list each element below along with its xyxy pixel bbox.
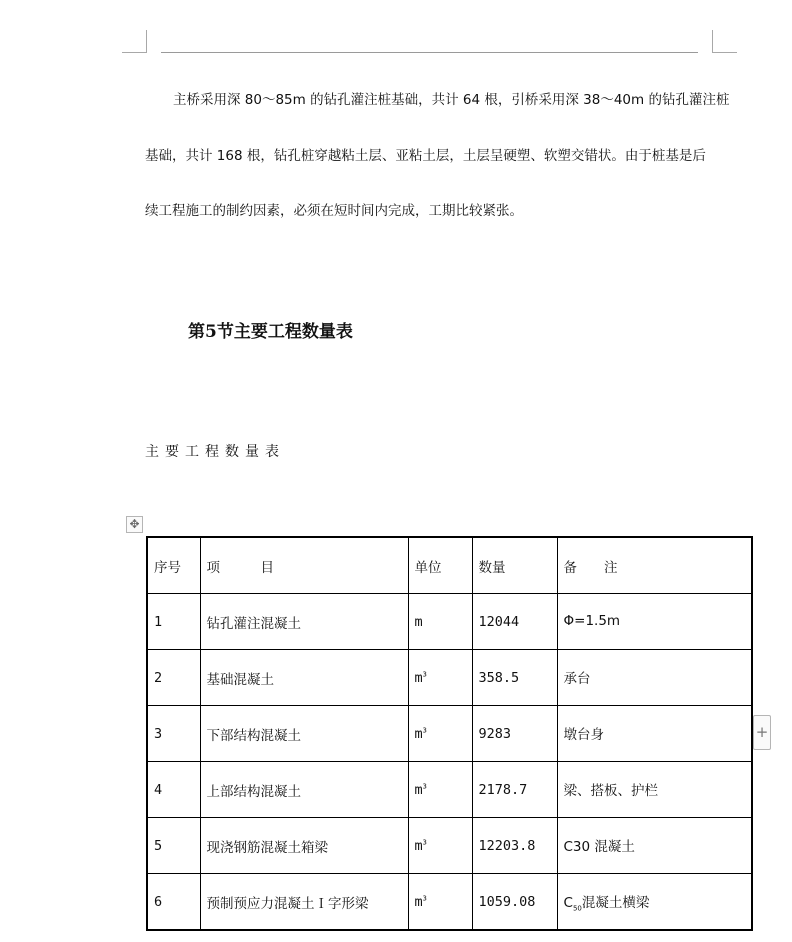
cell-unit: $m^3$ xyxy=(408,818,472,874)
cell-no: 2 xyxy=(147,650,200,706)
section-title: 第5节主要工程数量表 xyxy=(188,322,353,342)
cell-item: 预制预应力混凝土Ｉ字形梁 xyxy=(200,874,408,931)
cell-note: 梁、搭板、护栏 xyxy=(557,762,752,818)
crop-mark-right xyxy=(712,30,737,53)
cell-item: 现浇钢筋混凝土箱梁 xyxy=(200,818,408,874)
table-row xyxy=(147,650,752,706)
cell-note: Φ=1.5m xyxy=(557,594,752,650)
table-row xyxy=(147,594,752,650)
header-qty: 数量 xyxy=(472,537,557,594)
header-no: 序号 xyxy=(147,537,200,594)
table-row xyxy=(147,818,752,874)
cell-note: $C_{50}$混凝土横梁 xyxy=(557,874,752,931)
cell-unit: $m^3$ xyxy=(408,650,472,706)
cell-unit: m xyxy=(408,594,472,650)
header-unit: 单位 xyxy=(408,537,472,594)
crop-mark-left xyxy=(122,30,147,53)
cell-no: 3 xyxy=(147,706,200,762)
body-paragraph-line-3: 续工程施工的制约因素，必须在短时间内完成，工期比较紧张。 xyxy=(145,203,523,219)
cell-no: 5 xyxy=(147,818,200,874)
cell-item: 下部结构混凝土 xyxy=(200,706,408,762)
cell-note: C30 混凝土 xyxy=(557,818,752,874)
table-row xyxy=(147,762,752,818)
cell-qty: 1059.08 xyxy=(472,874,557,931)
cell-item: 钻孔灌注混凝土 xyxy=(200,594,408,650)
cell-qty: 358.5 xyxy=(472,650,557,706)
cell-item: 上部结构混凝土 xyxy=(200,762,408,818)
table-header-row xyxy=(147,537,752,594)
body-paragraph-line-1: 主桥采用深 80～85m 的钻孔灌注桩基础，共计 64 根，引桥采用深 38～40m 的钻孔灌注桩 xyxy=(173,92,730,108)
cell-unit: $m^3$ xyxy=(408,762,472,818)
table-row xyxy=(147,706,752,762)
header-note: 备 注 xyxy=(557,537,752,594)
cell-note: 墩台身 xyxy=(557,706,752,762)
add-row-icon[interactable]: + xyxy=(753,715,771,750)
table-row xyxy=(147,874,752,931)
cell-qty: 2178.7 xyxy=(472,762,557,818)
cell-unit: $m^3$ xyxy=(408,706,472,762)
table-move-handle-icon[interactable]: ✥ xyxy=(126,516,143,533)
cell-qty: 12044 xyxy=(472,594,557,650)
cell-no: 1 xyxy=(147,594,200,650)
table-caption: 主要工程数量表 xyxy=(145,444,285,460)
body-paragraph-line-2: 基础，共计 168 根，钻孔桩穿越粘土层、亚粘土层，土层呈硬塑、软塑交错状。由于桩基是后 xyxy=(145,148,706,164)
cell-no: 6 xyxy=(147,874,200,931)
cell-unit: $m^3$ xyxy=(408,874,472,931)
quantity-table xyxy=(146,536,753,931)
cell-qty: 9283 xyxy=(472,706,557,762)
header-item: 项 目 xyxy=(200,537,408,594)
cell-qty: 12203.8 xyxy=(472,818,557,874)
cell-item: 基础混凝土 xyxy=(200,650,408,706)
cell-no: 4 xyxy=(147,762,200,818)
cell-note: 承台 xyxy=(557,650,752,706)
header-line xyxy=(161,52,698,53)
